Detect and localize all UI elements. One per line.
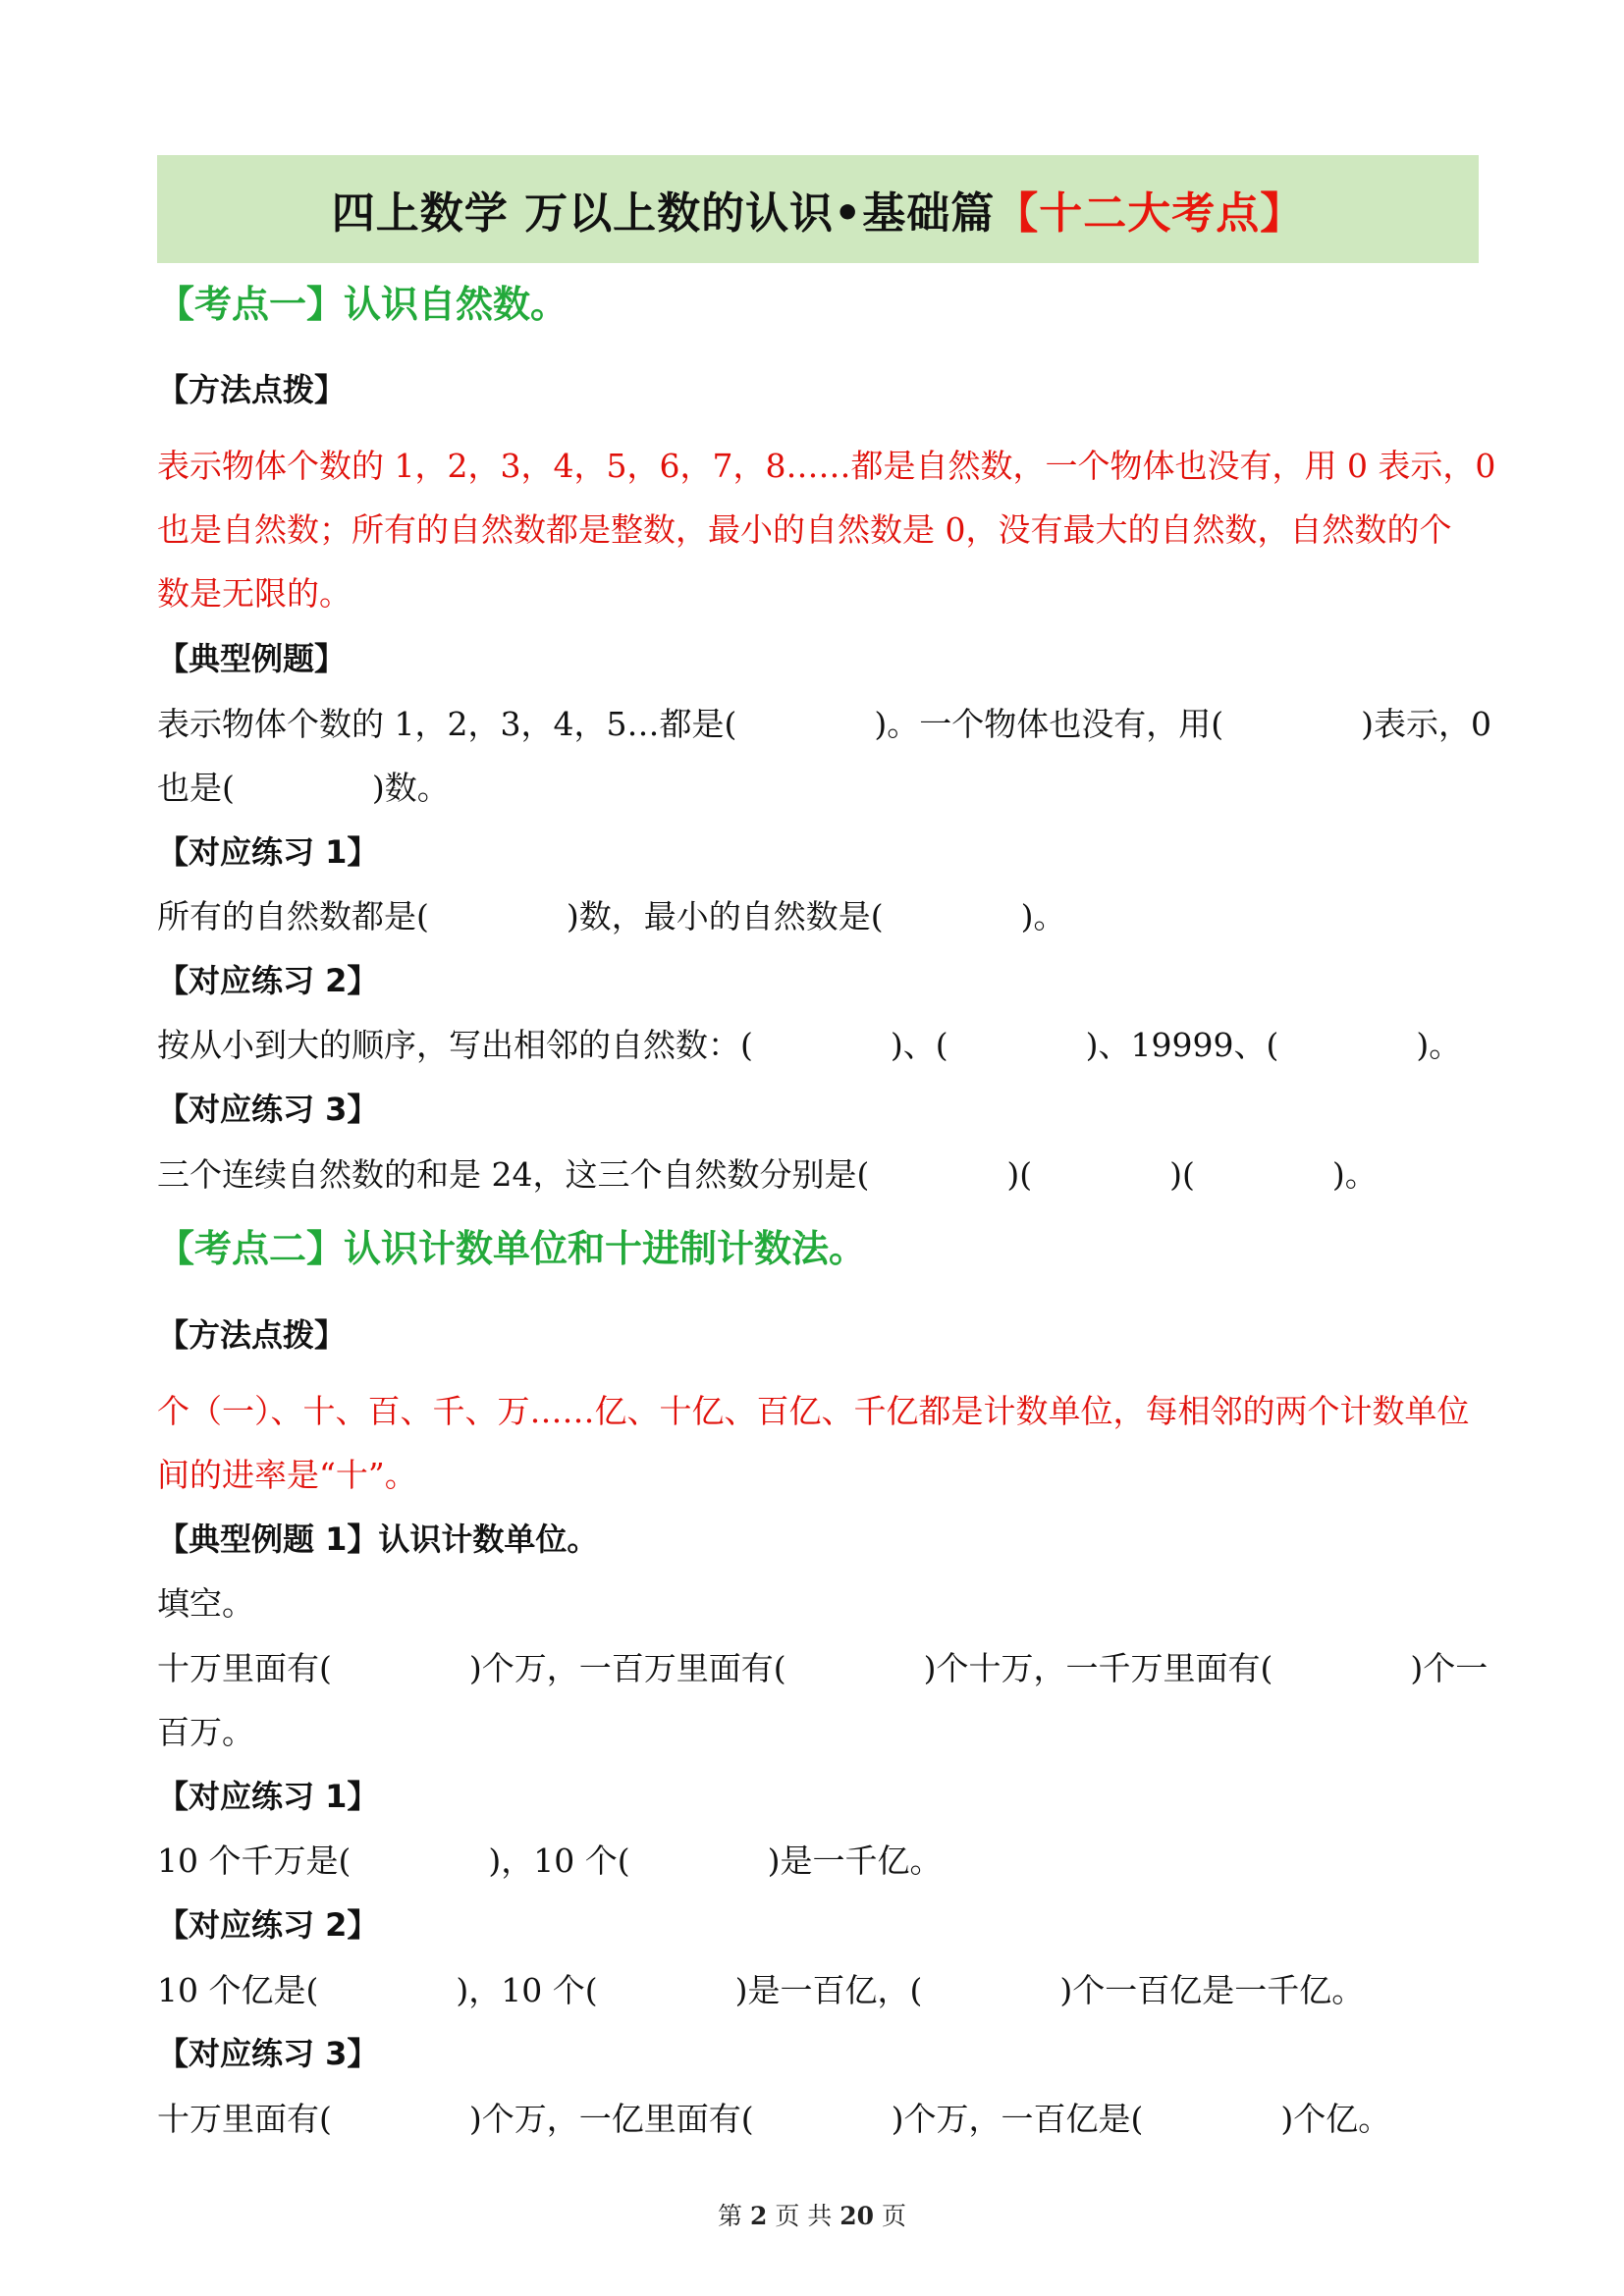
section1-method-label: 【方法点拨】 <box>157 371 347 408</box>
text-segment: 十万里面有( <box>157 2100 332 2138</box>
section2-heading: 【考点二】认识计数单位和十进制计数法。 <box>157 1227 867 1270</box>
section1-method-line-2: 也是自然数；所有的自然数都是整数，最小的自然数是 0，没有最大的自然数，自然数的个 <box>157 510 1452 549</box>
text-segment: 所有的自然数都是( <box>157 897 429 935</box>
section2-fill-label: 填空。 <box>157 1584 254 1623</box>
section1-method-line-1: 表示物体个数的 1，2，3，4，5，6，7，8……都是自然数，一个物体也没有，用 0 表示，0 <box>157 447 1496 485</box>
section2-example-label: 【典型例题 1】认识计数单位。 <box>157 1521 599 1558</box>
text-segment: 按从小到大的顺序，写出相邻的自然数：( <box>157 1026 753 1064</box>
text-segment: )。 <box>1416 1026 1462 1064</box>
text-segment: )数，最小的自然数是( <box>566 897 884 935</box>
text-segment: )是一千亿。 <box>767 1842 943 1880</box>
text-segment: 也是( <box>157 769 235 807</box>
section1-heading: 【考点一】认识自然数。 <box>157 283 568 326</box>
section2-method-line-1: 个（一）、十、百、千、万……亿、十亿、百亿、千亿都是计数单位，每相邻的两个计数单位 <box>157 1392 1470 1430</box>
text-segment: )、( <box>890 1026 948 1064</box>
text-segment: )、19999、( <box>1085 1026 1279 1064</box>
text-segment: )个亿。 <box>1280 2100 1391 2138</box>
text-segment: 10 个亿是( <box>157 1971 319 2009</box>
text-segment: )，10 个( <box>456 1971 598 2009</box>
text-segment: )个一 <box>1410 1649 1489 1687</box>
section1-method-line-3: 数是无限的。 <box>157 574 352 613</box>
text-segment: )是一百亿，( <box>734 1971 923 2009</box>
section1-ex3-label: 【对应练习 3】 <box>157 1091 379 1128</box>
section2-ex2-label: 【对应练习 2】 <box>157 1906 379 1944</box>
text-segment: 十万里面有( <box>157 1649 332 1687</box>
text-segment: )，10 个( <box>488 1842 630 1880</box>
section2-ex1-label: 【对应练习 1】 <box>157 1778 379 1815</box>
section2-ex1-line <box>157 1842 1479 1881</box>
footer-prefix: 第 <box>718 2202 743 2230</box>
footer-suffix: 页 <box>881 2202 906 2230</box>
page-footer <box>0 2197 1624 2232</box>
title-banner <box>157 155 1479 263</box>
section2-example-line-1 <box>157 1649 1489 1688</box>
text-segment: )( <box>1169 1155 1195 1194</box>
text-segment: )个十万，一千万里面有( <box>923 1649 1273 1687</box>
footer-mid: 页 共 <box>775 2202 833 2230</box>
footer-page-number: 2 <box>749 2202 768 2230</box>
footer-total-pages: 20 <box>839 2202 875 2230</box>
page-title <box>332 178 1304 240</box>
text-segment: )个万，一亿里面有( <box>468 2100 754 2138</box>
text-segment: )个一百亿是一千亿。 <box>1059 1971 1365 2009</box>
text-segment: )数。 <box>371 769 450 807</box>
text-segment: 表示物体个数的 1，2，3，4，5…都是( <box>157 705 737 743</box>
text-segment: 10 个千万是( <box>157 1842 352 1880</box>
text-segment: )。一个物体也没有，用( <box>874 705 1224 743</box>
section1-ex2-line <box>157 1026 1479 1065</box>
text-segment: )个万，一百亿是( <box>891 2100 1144 2138</box>
section2-ex3-label: 【对应练习 3】 <box>157 2035 379 2072</box>
section1-ex1-label: 【对应练习 1】 <box>157 833 379 871</box>
section1-example-line-2 <box>157 769 1479 808</box>
text-segment: )。 <box>1020 897 1066 935</box>
text-segment: )表示，0 <box>1361 705 1491 743</box>
section1-example-line-1 <box>157 705 1491 744</box>
text-segment: )( <box>1006 1155 1033 1194</box>
section2-method-line-2: 间的进率是“十”。 <box>157 1456 417 1494</box>
section2-example-line-2: 百万。 <box>157 1713 254 1751</box>
text-segment: )个万，一百万里面有( <box>468 1649 786 1687</box>
title-main: 四上数学 万以上数的认识•基础篇 <box>331 188 996 239</box>
section2-ex2-line <box>157 1971 1479 2010</box>
text-segment: )。 <box>1331 1155 1378 1194</box>
text-segment: 三个连续自然数的和是 24，这三个自然数分别是( <box>157 1155 870 1194</box>
section1-example-label: 【典型例题】 <box>157 640 347 677</box>
section1-ex1-line <box>157 897 1479 936</box>
section1-ex2-label: 【对应练习 2】 <box>157 962 379 999</box>
section1-ex3-line <box>157 1155 1479 1195</box>
section2-ex3-line <box>157 2100 1479 2139</box>
section2-method-label: 【方法点拨】 <box>157 1316 347 1354</box>
title-highlight: 【十二大考点】 <box>995 188 1305 239</box>
